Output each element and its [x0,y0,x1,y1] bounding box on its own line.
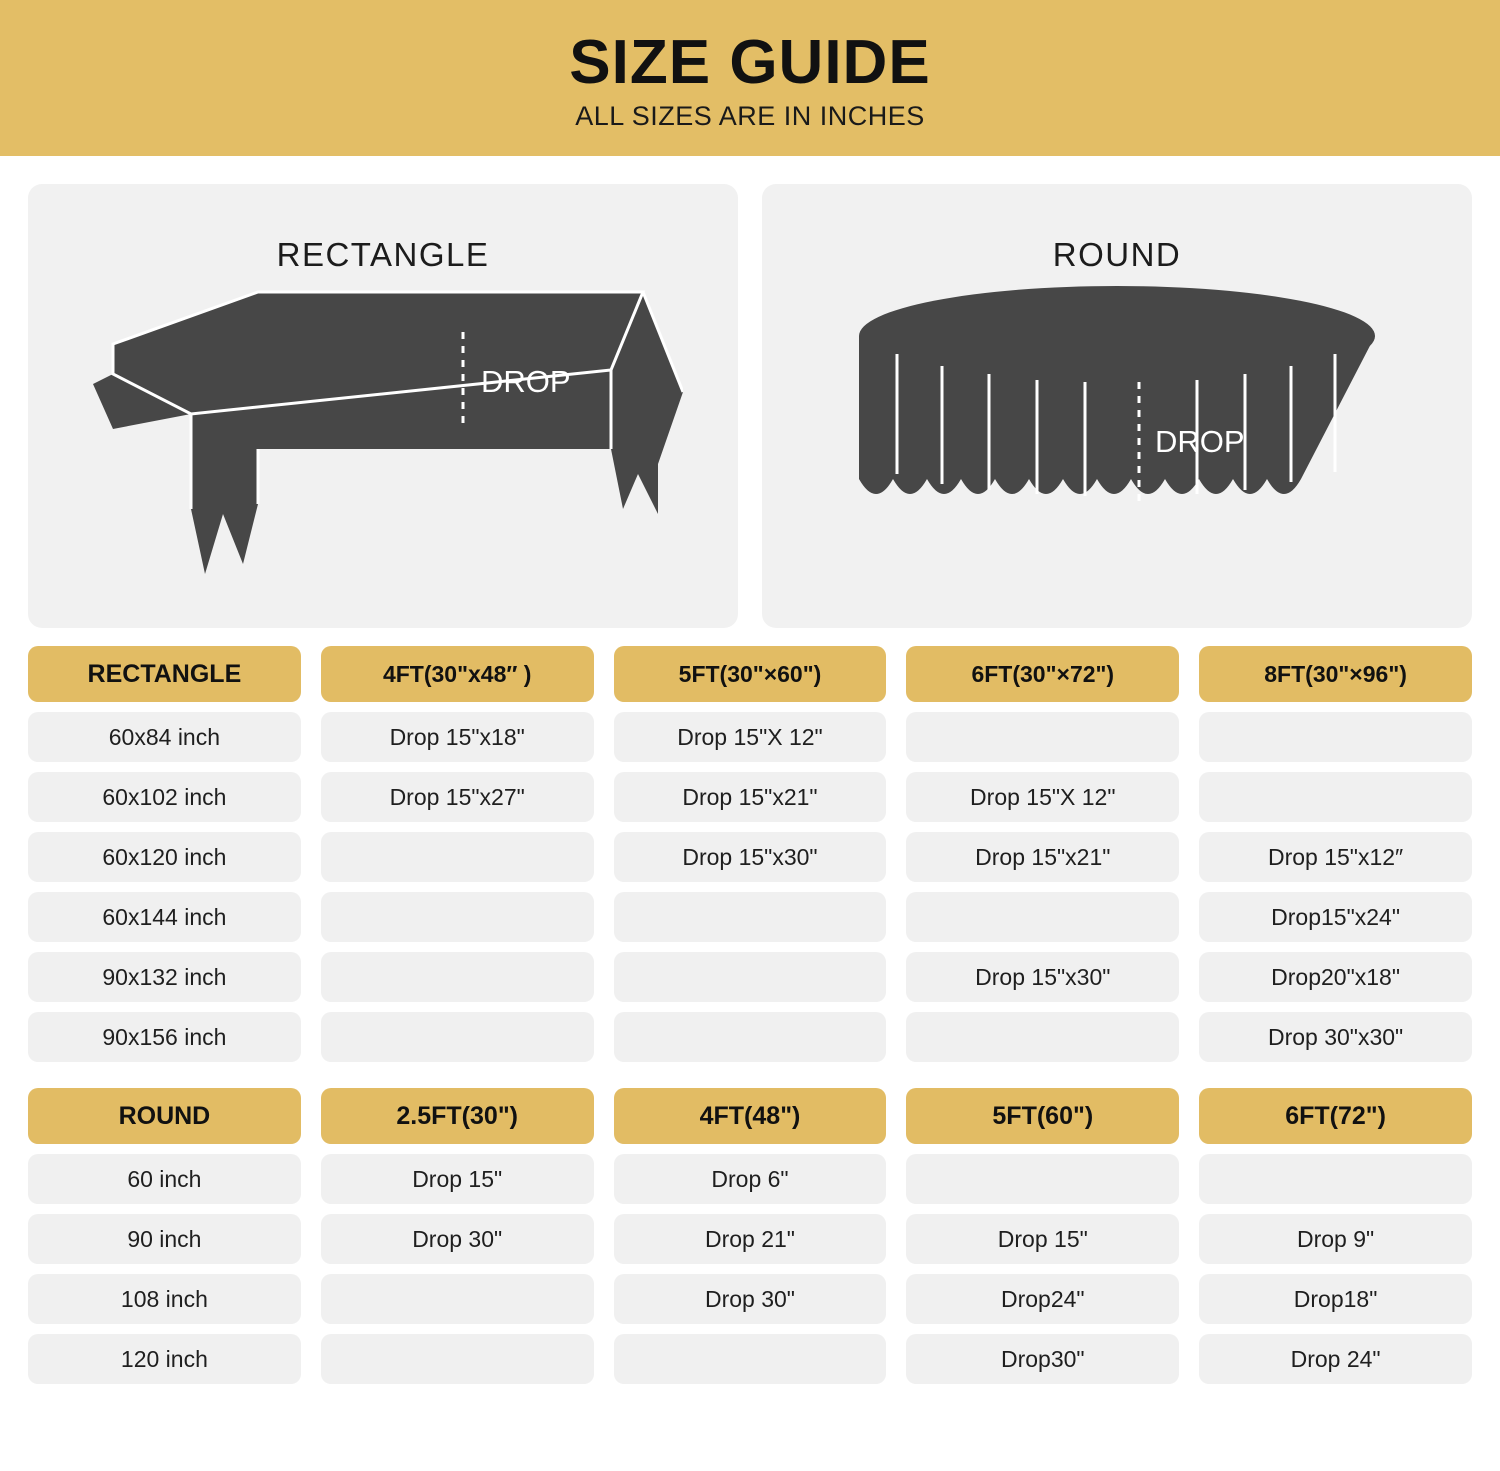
column-header: 4FT(30"x48″ ) [321,646,594,702]
table-cell: Drop15"x24" [1199,892,1472,942]
table-cell: Drop 15"x30" [614,832,887,882]
column-header: RECTANGLE [28,646,301,702]
table-cell: Drop 15" [906,1214,1179,1264]
round-column-4 [1199,1088,1472,1384]
table-cell [1199,1154,1472,1204]
rectangle-column-4 [1199,646,1472,1062]
table-cell: Drop20"x18" [1199,952,1472,1002]
table-cell: Drop 30" [614,1274,887,1324]
column-header: 6FT(30"×72") [906,646,1179,702]
table-cell [321,952,594,1002]
table-cell [321,1012,594,1062]
table-cell: 108 inch [28,1274,301,1324]
table-cell: Drop 6" [614,1154,887,1204]
round-column-0 [28,1088,301,1384]
illustration-panels [0,156,1500,628]
table-cell: Drop24" [906,1274,1179,1324]
table-cell: Drop 15"X 12" [906,772,1179,822]
page-subtitle: ALL SIZES ARE IN INCHES [575,101,925,132]
table-cell [1199,772,1472,822]
column-header: 4FT(48") [614,1088,887,1144]
rectangle-illustration-panel [28,184,738,628]
table-cell [1199,712,1472,762]
table-cell [906,1012,1179,1062]
round-size-table [28,1088,1472,1384]
column-header: 2.5FT(30") [321,1088,594,1144]
table-cell [614,892,887,942]
table-cell: Drop 15"x30" [906,952,1179,1002]
round-illustration-panel [762,184,1472,628]
table-cell [614,1334,887,1384]
table-cell: Drop 30"x30" [1199,1012,1472,1062]
rectangle-column-1 [321,646,594,1062]
table-cell: 90x156 inch [28,1012,301,1062]
table-cell [321,1274,594,1324]
table-cell: Drop 15"x12″ [1199,832,1472,882]
size-tables [0,628,1500,1384]
table-cell [906,892,1179,942]
rectangle-drop-label: DROP [481,364,571,399]
table-cell: 60x84 inch [28,712,301,762]
round-tablecloth-icon [817,274,1417,604]
column-header: 5FT(60") [906,1088,1179,1144]
table-cell [614,1012,887,1062]
table-cell: Drop 15"x27" [321,772,594,822]
table-cell [321,1334,594,1384]
table-cell: Drop 15"x18" [321,712,594,762]
column-header: 5FT(30"×60") [614,646,887,702]
rectangle-column-3 [906,646,1179,1062]
page-title: SIZE GUIDE [569,27,931,97]
round-column-2 [614,1088,887,1384]
table-cell: 60x120 inch [28,832,301,882]
table-cell: Drop30" [906,1334,1179,1384]
table-cell [321,892,594,942]
round-column-3 [906,1088,1179,1384]
table-cell: 60x102 inch [28,772,301,822]
table-cell [321,832,594,882]
round-panel-title: ROUND [1052,236,1182,273]
column-header: ROUND [28,1088,301,1144]
rectangle-column-0 [28,646,301,1062]
table-cell [614,952,887,1002]
table-cell: Drop 15"x21" [614,772,887,822]
table-cell: 60 inch [28,1154,301,1204]
table-cell: Drop18" [1199,1274,1472,1324]
table-cell: 120 inch [28,1334,301,1384]
table-cell: Drop 15" [321,1154,594,1204]
table-cell: 60x144 inch [28,892,301,942]
column-header: 8FT(30"×96") [1199,646,1472,702]
rectangle-size-table [28,646,1472,1062]
table-cell: Drop 30" [321,1214,594,1264]
table-cell [906,1154,1179,1204]
table-cell: 90x132 inch [28,952,301,1002]
table-cell: Drop 21" [614,1214,887,1264]
table-cell: Drop 24" [1199,1334,1472,1384]
rectangle-panel-title: RECTANGLE [276,236,490,273]
table-cell: Drop 15"X 12" [614,712,887,762]
table-cell: 90 inch [28,1214,301,1264]
table-cell: Drop 9" [1199,1214,1472,1264]
table-cell: Drop 15"x21" [906,832,1179,882]
column-header: 6FT(72") [1199,1088,1472,1144]
rectangle-tablecloth-icon [83,274,683,604]
rectangle-column-2 [614,646,887,1062]
header-banner [0,0,1500,156]
table-cell [906,712,1179,762]
round-column-1 [321,1088,594,1384]
round-drop-label: DROP [1155,424,1245,459]
